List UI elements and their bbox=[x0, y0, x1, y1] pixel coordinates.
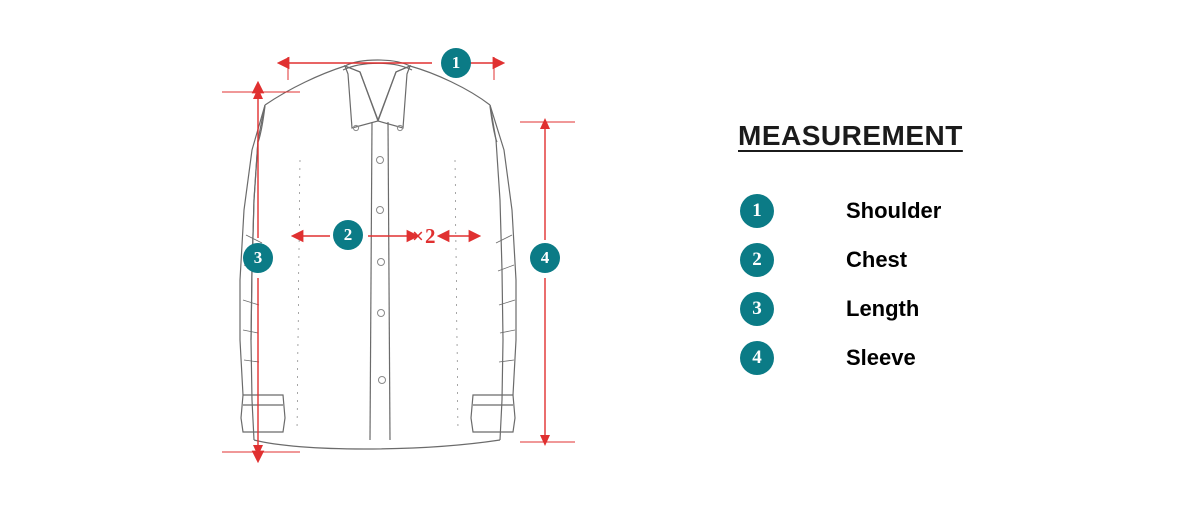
list-item bbox=[700, 186, 1120, 235]
marker-1-shoulder: 1 bbox=[441, 48, 471, 78]
badge-4-icon: 4 bbox=[740, 341, 774, 375]
badge-3-icon: 3 bbox=[740, 292, 774, 326]
list-item bbox=[700, 284, 1120, 333]
shirt-buttons bbox=[353, 125, 402, 383]
legend-label-sleeve: Sleeve bbox=[846, 344, 916, 370]
dimension-lines bbox=[222, 57, 575, 456]
legend-list bbox=[700, 186, 1120, 382]
legend-title: MEASUREMENT bbox=[738, 120, 963, 151]
list-item bbox=[700, 333, 1120, 382]
legend-label-shoulder: Shoulder bbox=[846, 197, 942, 223]
legend-label-chest: Chest bbox=[846, 246, 908, 272]
badge-2-icon: 2 bbox=[740, 243, 774, 277]
chest-multiplier-label: ×2 bbox=[412, 224, 437, 248]
badge-1-icon: 1 bbox=[740, 194, 774, 228]
measurement-legend bbox=[700, 120, 1120, 420]
marker-4-sleeve: 4 bbox=[530, 243, 560, 273]
garment-outline bbox=[240, 60, 516, 449]
marker-3-length: 3 bbox=[243, 243, 273, 273]
legend-label-length: Length bbox=[846, 295, 920, 321]
marker-2-chest: 2 bbox=[333, 220, 363, 250]
list-item bbox=[700, 235, 1120, 284]
